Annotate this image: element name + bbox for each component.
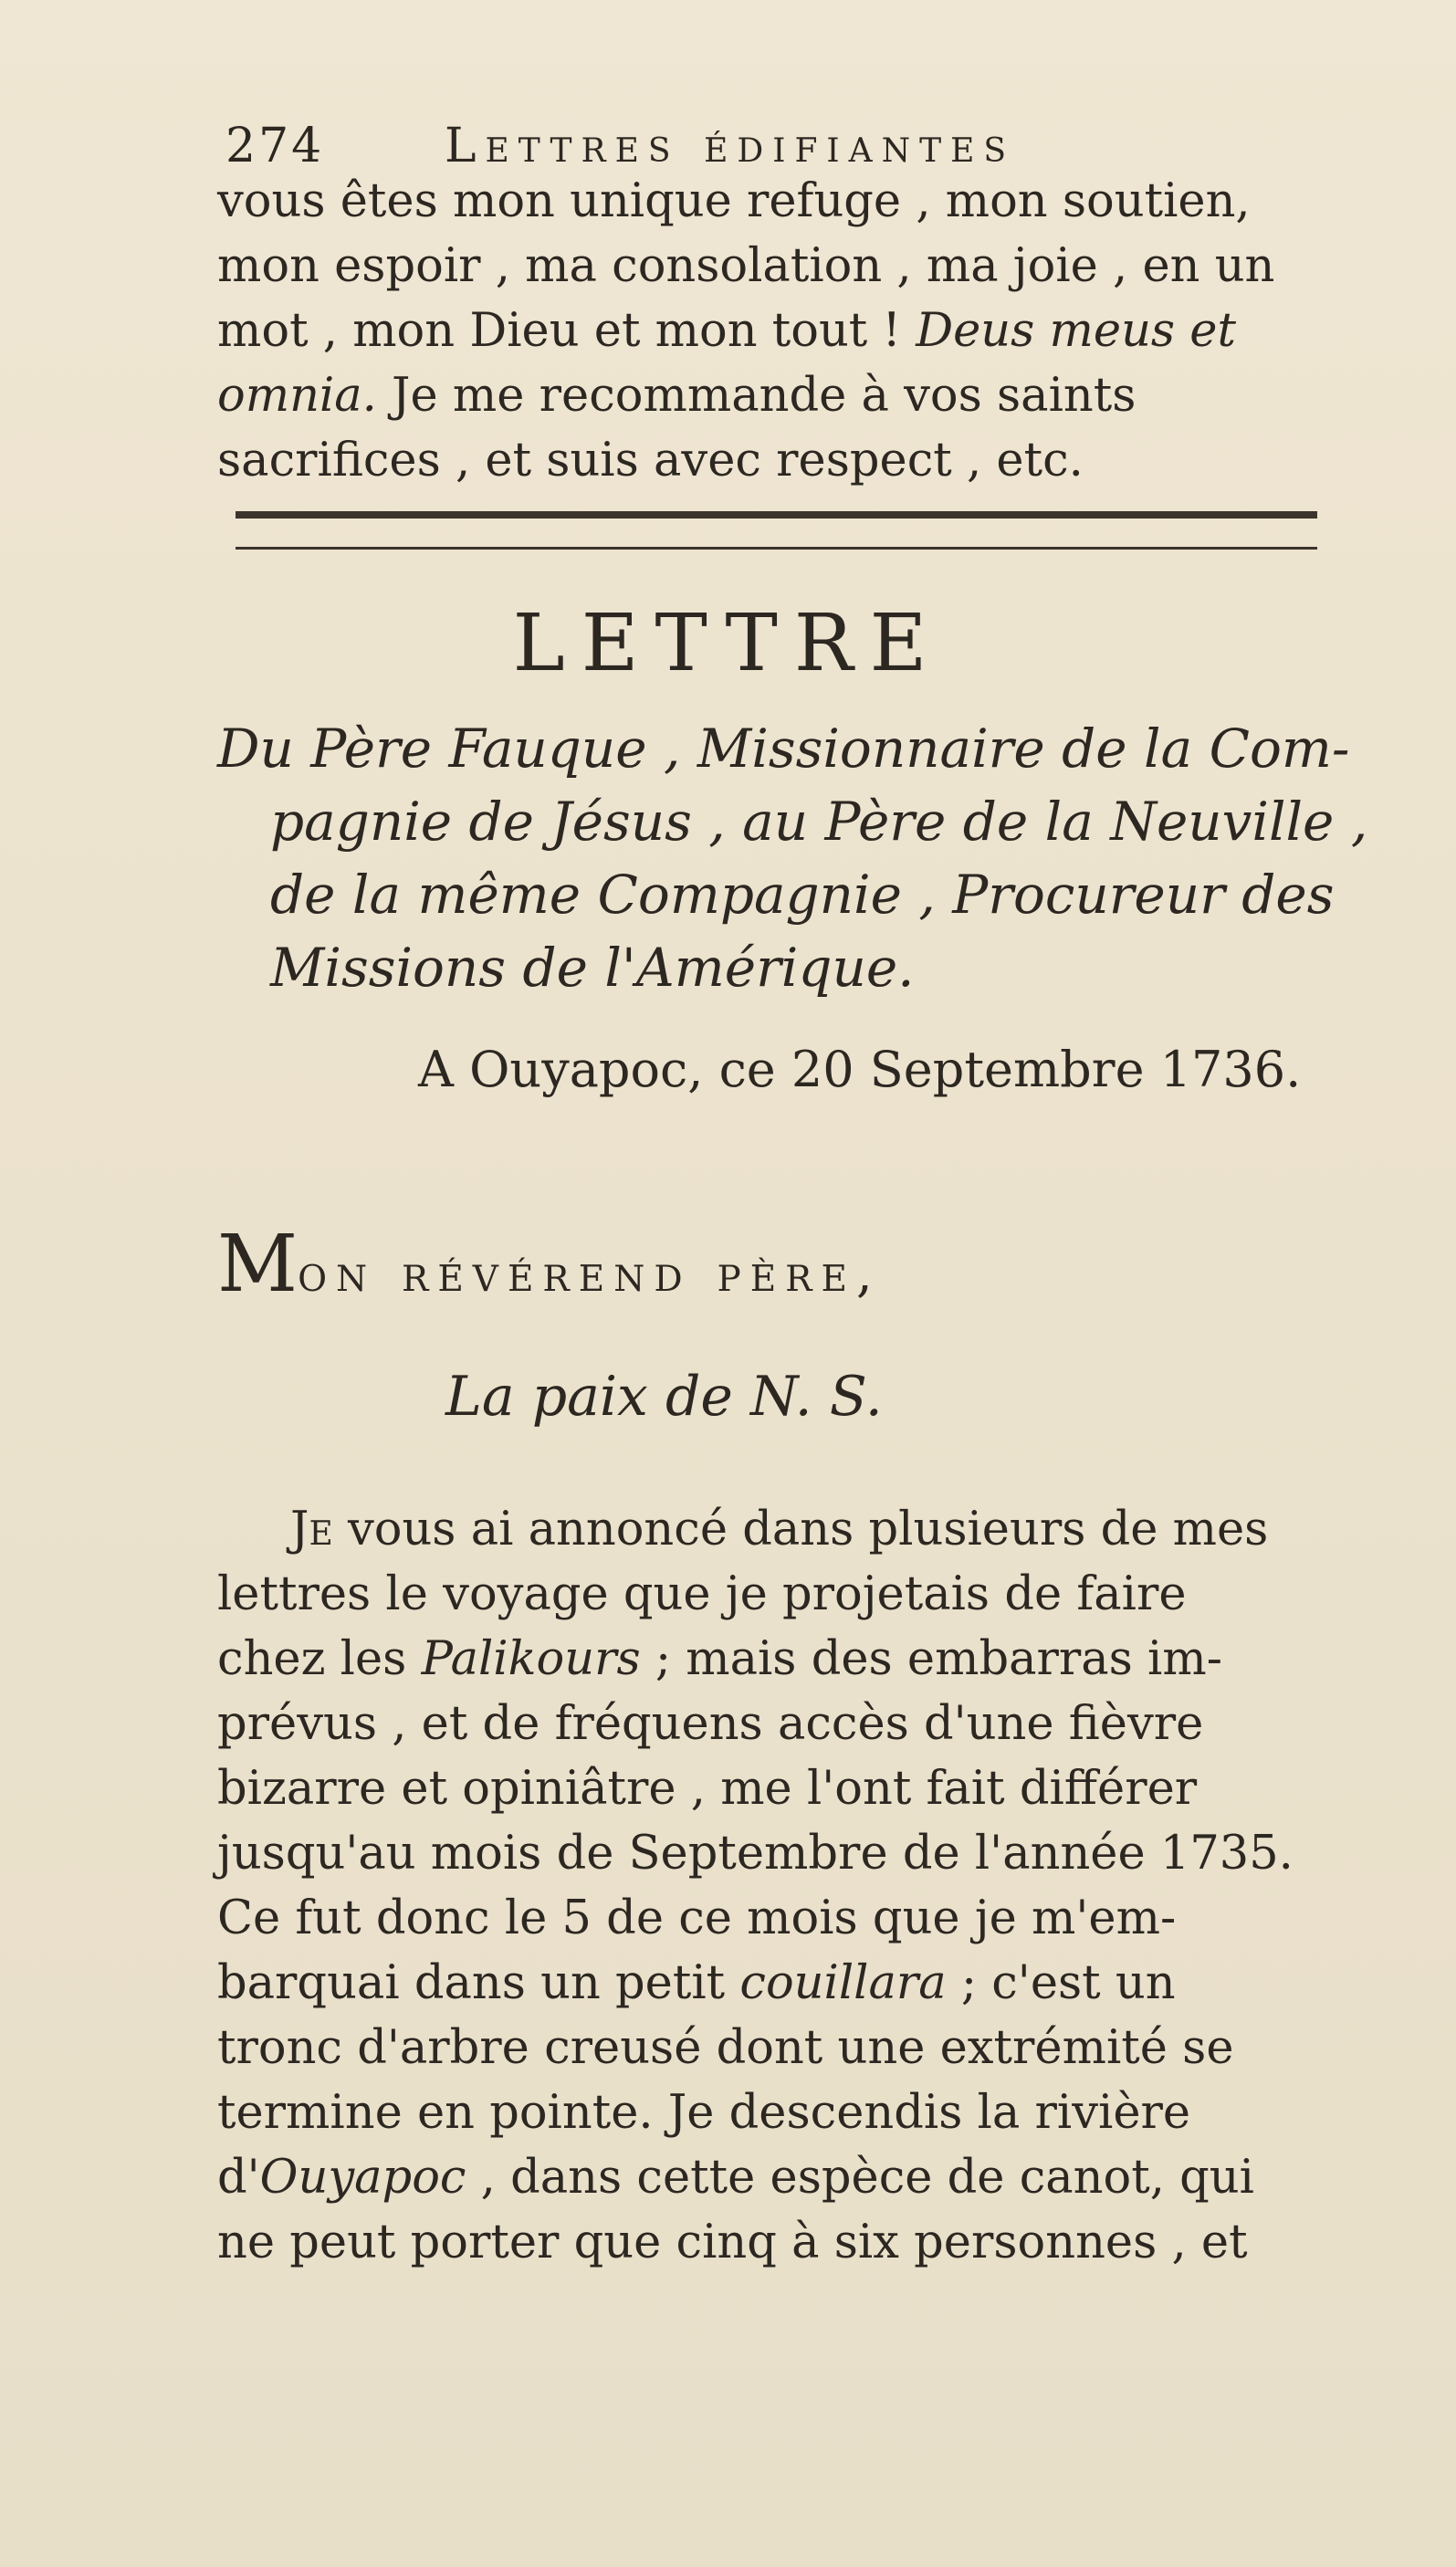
text-segment: d' (217, 2151, 260, 2205)
dateline: A Ouyapoc, ce 20 Septembre 1736. (418, 1041, 1302, 1098)
letter-title: LETTRE (512, 598, 944, 689)
text-line: vous êtes mon unique refuge , mon soutien, (217, 174, 1251, 228)
text-line: sacrifices , et suis avec respect , etc. (217, 434, 1084, 487)
text-segment: ; mais des embarras im- (640, 1632, 1222, 1686)
text-line: tronc d'arbre creusé dont une extrémité se (217, 2021, 1234, 2075)
text-line: Ce fut donc le 5 de ce mois que je m'em- (217, 1891, 1177, 1945)
boat-term: couillara (739, 1956, 947, 2010)
text-line: termine en pointe. Je descendis la rivière (217, 2086, 1191, 2140)
text-segment: ; c'est un (946, 1956, 1176, 2010)
letter-subtitle (217, 712, 1368, 1004)
text-segment: barquai dans un petit (217, 1956, 740, 2010)
text-line: mon espoir , ma consolation , ma joie , en un (217, 239, 1275, 293)
text-segment: chez les (217, 1632, 422, 1686)
section-rule-thick (236, 511, 1317, 519)
latin-phrase: omnia. (217, 369, 377, 423)
section-rule-thin (236, 547, 1317, 550)
greeting-line: La paix de N. S. (445, 1365, 883, 1429)
running-header (225, 119, 1015, 173)
river-name: Ouyapoc (259, 2151, 466, 2205)
page-number: 274 (225, 119, 325, 173)
text-line (217, 1627, 1340, 1692)
subtitle-line: Missions de l'Amérique. (270, 937, 915, 999)
text-line (217, 299, 1340, 363)
text-line (217, 1497, 1340, 1562)
text-line (217, 2145, 1340, 2210)
text-line: prévus , et de fréquens accès d'une fièvre (217, 1697, 1204, 1751)
salutation (217, 1219, 882, 1310)
text-line (217, 1951, 1340, 2016)
subtitle-line: de la même Compagnie , Procureur des (270, 864, 1335, 926)
text-segment: Je me recommande à vos saints (376, 369, 1137, 423)
text-line: lettres le voyage que je projetais de faire (217, 1567, 1187, 1621)
text-line (217, 363, 1340, 428)
salutation-rest: on révérend père, (298, 1244, 882, 1304)
tribe-name: Palikours (421, 1632, 641, 1686)
text-line: bizarre et opiniâtre , me l'ont fait différer (217, 1762, 1198, 1816)
letter-body (217, 1497, 1340, 2275)
latin-phrase: Deus meus et (916, 304, 1236, 358)
opening-word: Je (290, 1503, 333, 1556)
text-line: jusqu'au mois de Septembre de l'année 1735. (217, 1827, 1294, 1881)
subtitle-line: pagnie de Jésus , au Père de la Neuville , (270, 791, 1368, 853)
salutation-initial: M (217, 1219, 299, 1310)
text-line: ne peut porter que cinq à six personnes , et (217, 2216, 1248, 2269)
text-segment: , dans cette espèce de canot, qui (466, 2151, 1254, 2205)
running-title: Lettres édifiantes (445, 119, 1016, 173)
text-segment: vous ai annoncé dans plusieurs de mes (332, 1503, 1269, 1556)
subtitle-line: Du Père Fauque , Missionnaire de la Com- (217, 718, 1350, 780)
closing-paragraph (217, 169, 1340, 493)
text-segment: mot , mon Dieu et mon tout ! (217, 304, 917, 358)
